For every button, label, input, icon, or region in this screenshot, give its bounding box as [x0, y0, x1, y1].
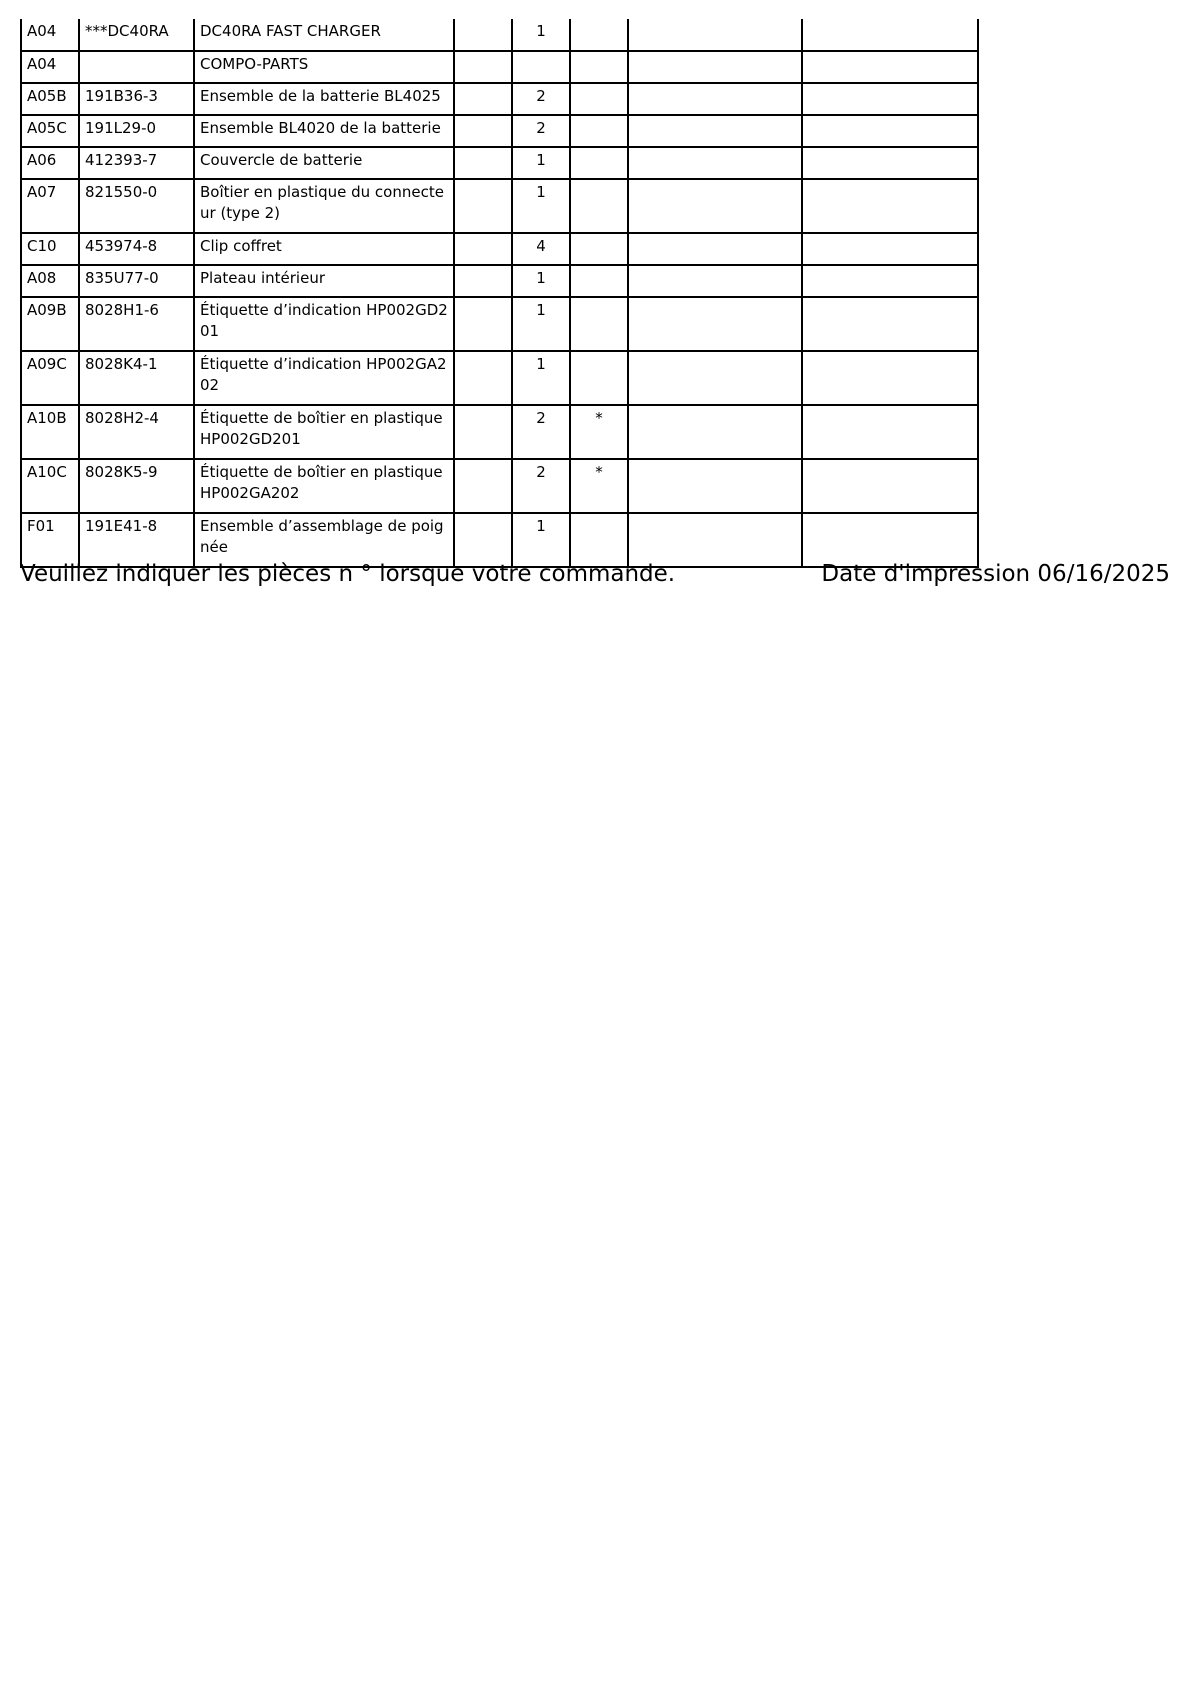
mark-cell [570, 297, 628, 351]
parts-table-body [21, 19, 978, 567]
empty-cell [628, 405, 802, 459]
description-cell: Ensemble de la batterie BL4025 [194, 83, 454, 115]
empty-cell [628, 115, 802, 147]
mark-cell [570, 115, 628, 147]
quantity-cell: 2 [512, 459, 570, 513]
empty-cell [628, 179, 802, 233]
page-footer [20, 557, 1170, 591]
empty-cell [802, 83, 978, 115]
description-cell: Étiquette d’indication HP002GA2 02 [194, 351, 454, 405]
part-number-cell: 412393-7 [79, 147, 194, 179]
empty-cell [802, 19, 978, 51]
description-cell: Étiquette de boîtier en plastique HP002GD201 [194, 405, 454, 459]
quantity-cell: 1 [512, 265, 570, 297]
mark-cell [570, 233, 628, 265]
mark-cell [570, 51, 628, 83]
part-number-cell: 8028H2-4 [79, 405, 194, 459]
part-number-cell: 191L29-0 [79, 115, 194, 147]
empty-cell [628, 19, 802, 51]
empty-cell [454, 179, 512, 233]
item-number-cell: A09B [21, 297, 79, 351]
mark-cell [570, 265, 628, 297]
table-row [21, 147, 978, 179]
empty-cell [802, 233, 978, 265]
mark-cell: * [570, 405, 628, 459]
parts-table [20, 19, 979, 568]
item-number-cell: A04 [21, 19, 79, 51]
table-row [21, 405, 978, 459]
part-number-cell: 835U77-0 [79, 265, 194, 297]
part-number-cell: ***DC40RA [79, 19, 194, 51]
empty-cell [454, 19, 512, 51]
quantity-cell: 2 [512, 405, 570, 459]
empty-cell [802, 351, 978, 405]
quantity-cell: 1 [512, 19, 570, 51]
table-row [21, 83, 978, 115]
table-row [21, 19, 978, 51]
item-number-cell: C10 [21, 233, 79, 265]
description-cell: COMPO-PARTS [194, 51, 454, 83]
table-row [21, 297, 978, 351]
empty-cell [454, 83, 512, 115]
empty-cell [454, 459, 512, 513]
item-number-cell: A07 [21, 179, 79, 233]
order-note: Veuillez indiquer les pièces n ° lorsque votre commande. [20, 561, 676, 587]
mark-cell [570, 179, 628, 233]
item-number-cell: A10B [21, 405, 79, 459]
quantity-cell: 1 [512, 179, 570, 233]
item-number-cell: F01 [21, 513, 79, 567]
item-number-cell: A04 [21, 51, 79, 83]
part-number-cell: 821550-0 [79, 179, 194, 233]
empty-cell [628, 459, 802, 513]
quantity-cell: 1 [512, 513, 570, 567]
mark-cell: * [570, 459, 628, 513]
item-number-cell: A08 [21, 265, 79, 297]
empty-cell [454, 147, 512, 179]
empty-cell [802, 179, 978, 233]
table-row [21, 51, 978, 83]
empty-cell [628, 351, 802, 405]
table-row [21, 351, 978, 405]
mark-cell [570, 83, 628, 115]
part-number-cell: 191B36-3 [79, 83, 194, 115]
description-cell: DC40RA FAST CHARGER [194, 19, 454, 51]
empty-cell [628, 83, 802, 115]
empty-cell [802, 51, 978, 83]
description-cell: Clip coffret [194, 233, 454, 265]
mark-cell [570, 351, 628, 405]
quantity-cell: 2 [512, 83, 570, 115]
empty-cell [802, 405, 978, 459]
quantity-cell: 1 [512, 351, 570, 405]
empty-cell [628, 147, 802, 179]
quantity-cell: 4 [512, 233, 570, 265]
part-number-cell: 8028K4-1 [79, 351, 194, 405]
table-row [21, 179, 978, 233]
empty-cell [628, 297, 802, 351]
item-number-cell: A10C [21, 459, 79, 513]
empty-cell [454, 297, 512, 351]
empty-cell [802, 115, 978, 147]
table-row [21, 459, 978, 513]
description-cell: Ensemble BL4020 de la batterie [194, 115, 454, 147]
empty-cell [802, 147, 978, 179]
part-number-cell [79, 51, 194, 83]
part-number-cell: 453974-8 [79, 233, 194, 265]
empty-cell [802, 459, 978, 513]
part-number-cell: 191E41-8 [79, 513, 194, 567]
table-row [21, 233, 978, 265]
quantity-cell: 1 [512, 297, 570, 351]
item-number-cell: A05C [21, 115, 79, 147]
quantity-cell: 1 [512, 147, 570, 179]
item-number-cell: A05B [21, 83, 79, 115]
empty-cell [454, 265, 512, 297]
description-cell: Ensemble d’assemblage de poig née [194, 513, 454, 567]
empty-cell [454, 351, 512, 405]
empty-cell [802, 265, 978, 297]
empty-cell [454, 233, 512, 265]
item-number-cell: A09C [21, 351, 79, 405]
part-number-cell: 8028K5-9 [79, 459, 194, 513]
table-row [21, 115, 978, 147]
description-cell: Couvercle de batterie [194, 147, 454, 179]
table-row [21, 265, 978, 297]
print-date: Date d'impression 06/16/2025 [821, 561, 1170, 587]
description-cell: Étiquette de boîtier en plastique HP002GA202 [194, 459, 454, 513]
empty-cell [628, 51, 802, 83]
mark-cell [570, 147, 628, 179]
quantity-cell [512, 51, 570, 83]
description-cell: Plateau intérieur [194, 265, 454, 297]
empty-cell [454, 51, 512, 83]
item-number-cell: A06 [21, 147, 79, 179]
description-cell: Boîtier en plastique du connecte ur (type 2) [194, 179, 454, 233]
empty-cell [454, 405, 512, 459]
empty-cell [628, 233, 802, 265]
mark-cell [570, 19, 628, 51]
part-number-cell: 8028H1-6 [79, 297, 194, 351]
quantity-cell: 2 [512, 115, 570, 147]
empty-cell [454, 115, 512, 147]
empty-cell [628, 265, 802, 297]
description-cell: Étiquette d’indication HP002GD2 01 [194, 297, 454, 351]
empty-cell [802, 297, 978, 351]
